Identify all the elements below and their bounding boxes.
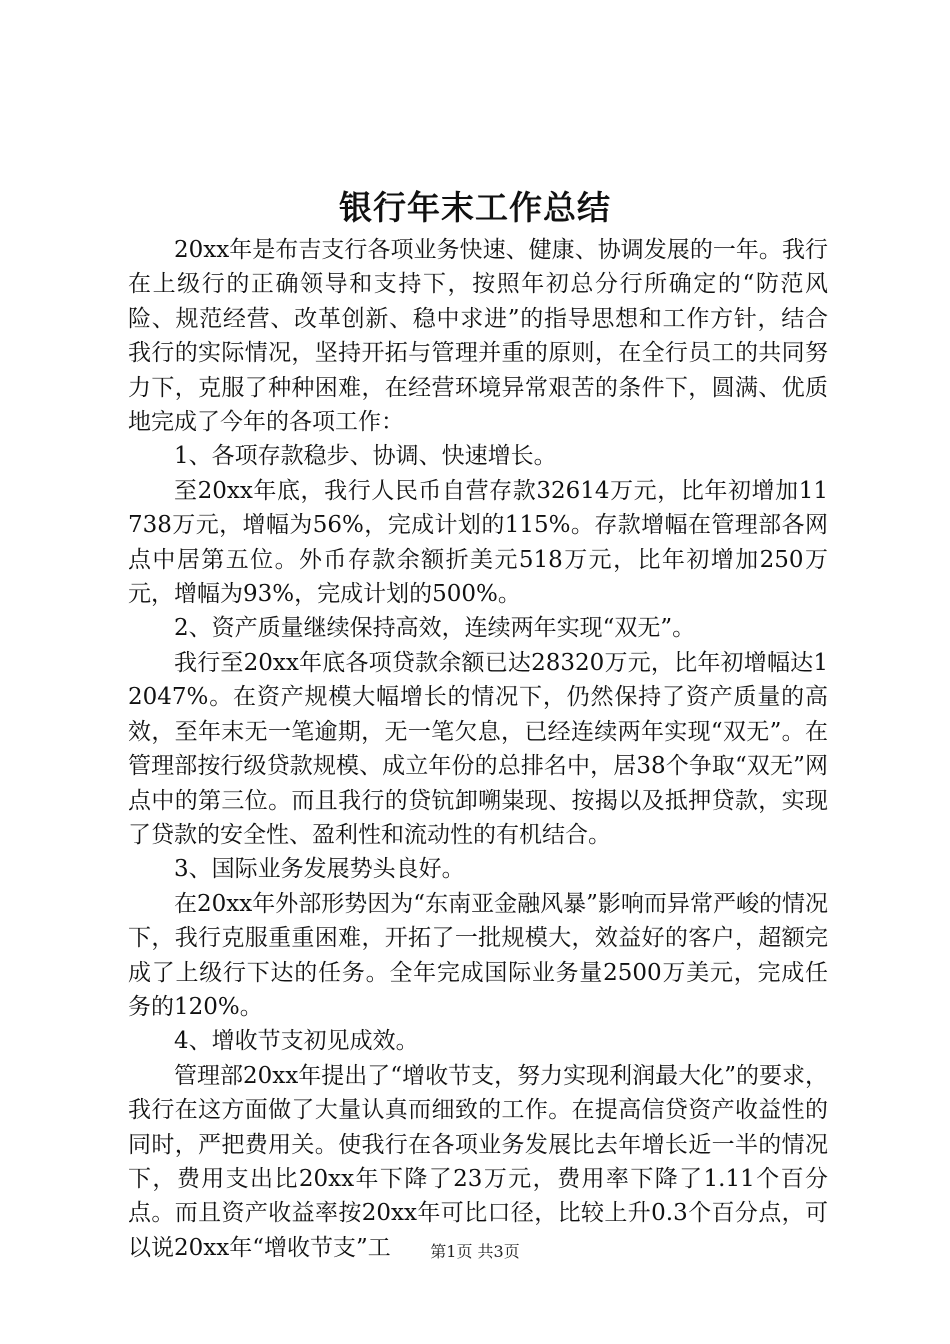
section-heading-cost-control: 4、增收节支初见成效。 xyxy=(174,1028,419,1055)
document-body xyxy=(128,233,828,1265)
asset-quality-paragraph: 我行至20xx年底各项贷款余额已达28320万元，比年初增幅达12047%。在资产规模大幅增长的情况下，仍然保持了资产质量的高效，至年末无一笔逾期，无一笔欠息，已经连续两年实现“双无”。在管理部按行级贷款规模、成立年份的总排名中，居38个争取“双无”网点中的第三位。而且我行的贷钪卸嗍粜现、按揭以及抵押贷款，实现了贷款的安全性、盈利性和流动性的有机结合。 xyxy=(128,649,828,848)
cost-control-paragraph: 管理部20xx年提出了“增收节支，努力实现利润最大化”的要求，我行在这方面做了大量认真而细致的工作。在提高信贷资产收益性的同时，严把费用关。使我行在各项业务发展比去年增长近一半的情况下，费用支出比20xx年下降了23万元，费用率下降了1.11个百分点。而且资产收益率按20xx年可比口径，比较上升0.3个百分点，可以说20xx年“增收节支”工 xyxy=(128,1062,828,1261)
page-number-footer: 第1页 共3页 xyxy=(430,1242,520,1261)
section-heading-deposits: 1、各项存款稳步、协调、快速增长。 xyxy=(174,443,557,470)
intro-paragraph: 20xx年是布吉支行各项业务快速、健康、协调发展的一年。我行在上级行的正确领导和支持下，按照年初总分行所确定的“防范风险、规范经营、改革创新、稳中求进”的指导思想和工作方针，结合我行的实际情况，坚持开拓与管理并重的原则，在全行员工的共同努力下，克服了种种困难，在经营环境异常艰苦的条件下，圆满、优质地完成了今年的各项工作： xyxy=(128,237,828,436)
section-heading-international: 3、国际业务发展势头良好。 xyxy=(174,856,465,883)
international-paragraph: 在20xx年外部形势因为“东南亚金融风暴”影响而异常严峻的情况下，我行克服重重困难，开拓了一批规模大，效益好的客户，超额完成了上级行下达的任务。全年完成国际业务量2500万美元，完成任务的120%。 xyxy=(128,890,828,1020)
document-title: 银行年末工作总结 xyxy=(339,188,611,227)
deposits-paragraph: 至20xx年底，我行人民币自营存款32614万元，比年初增加11738万元，增幅为56%，完成计划的115%。存款增幅在管理部各网点中居第五位。外币存款余额折美元518万元，比年初增加250万元，增幅为93%，完成计划的500%。 xyxy=(128,477,828,608)
section-heading-asset-quality: 2、资产质量继续保持高效，连续两年实现“双无”。 xyxy=(174,615,696,642)
